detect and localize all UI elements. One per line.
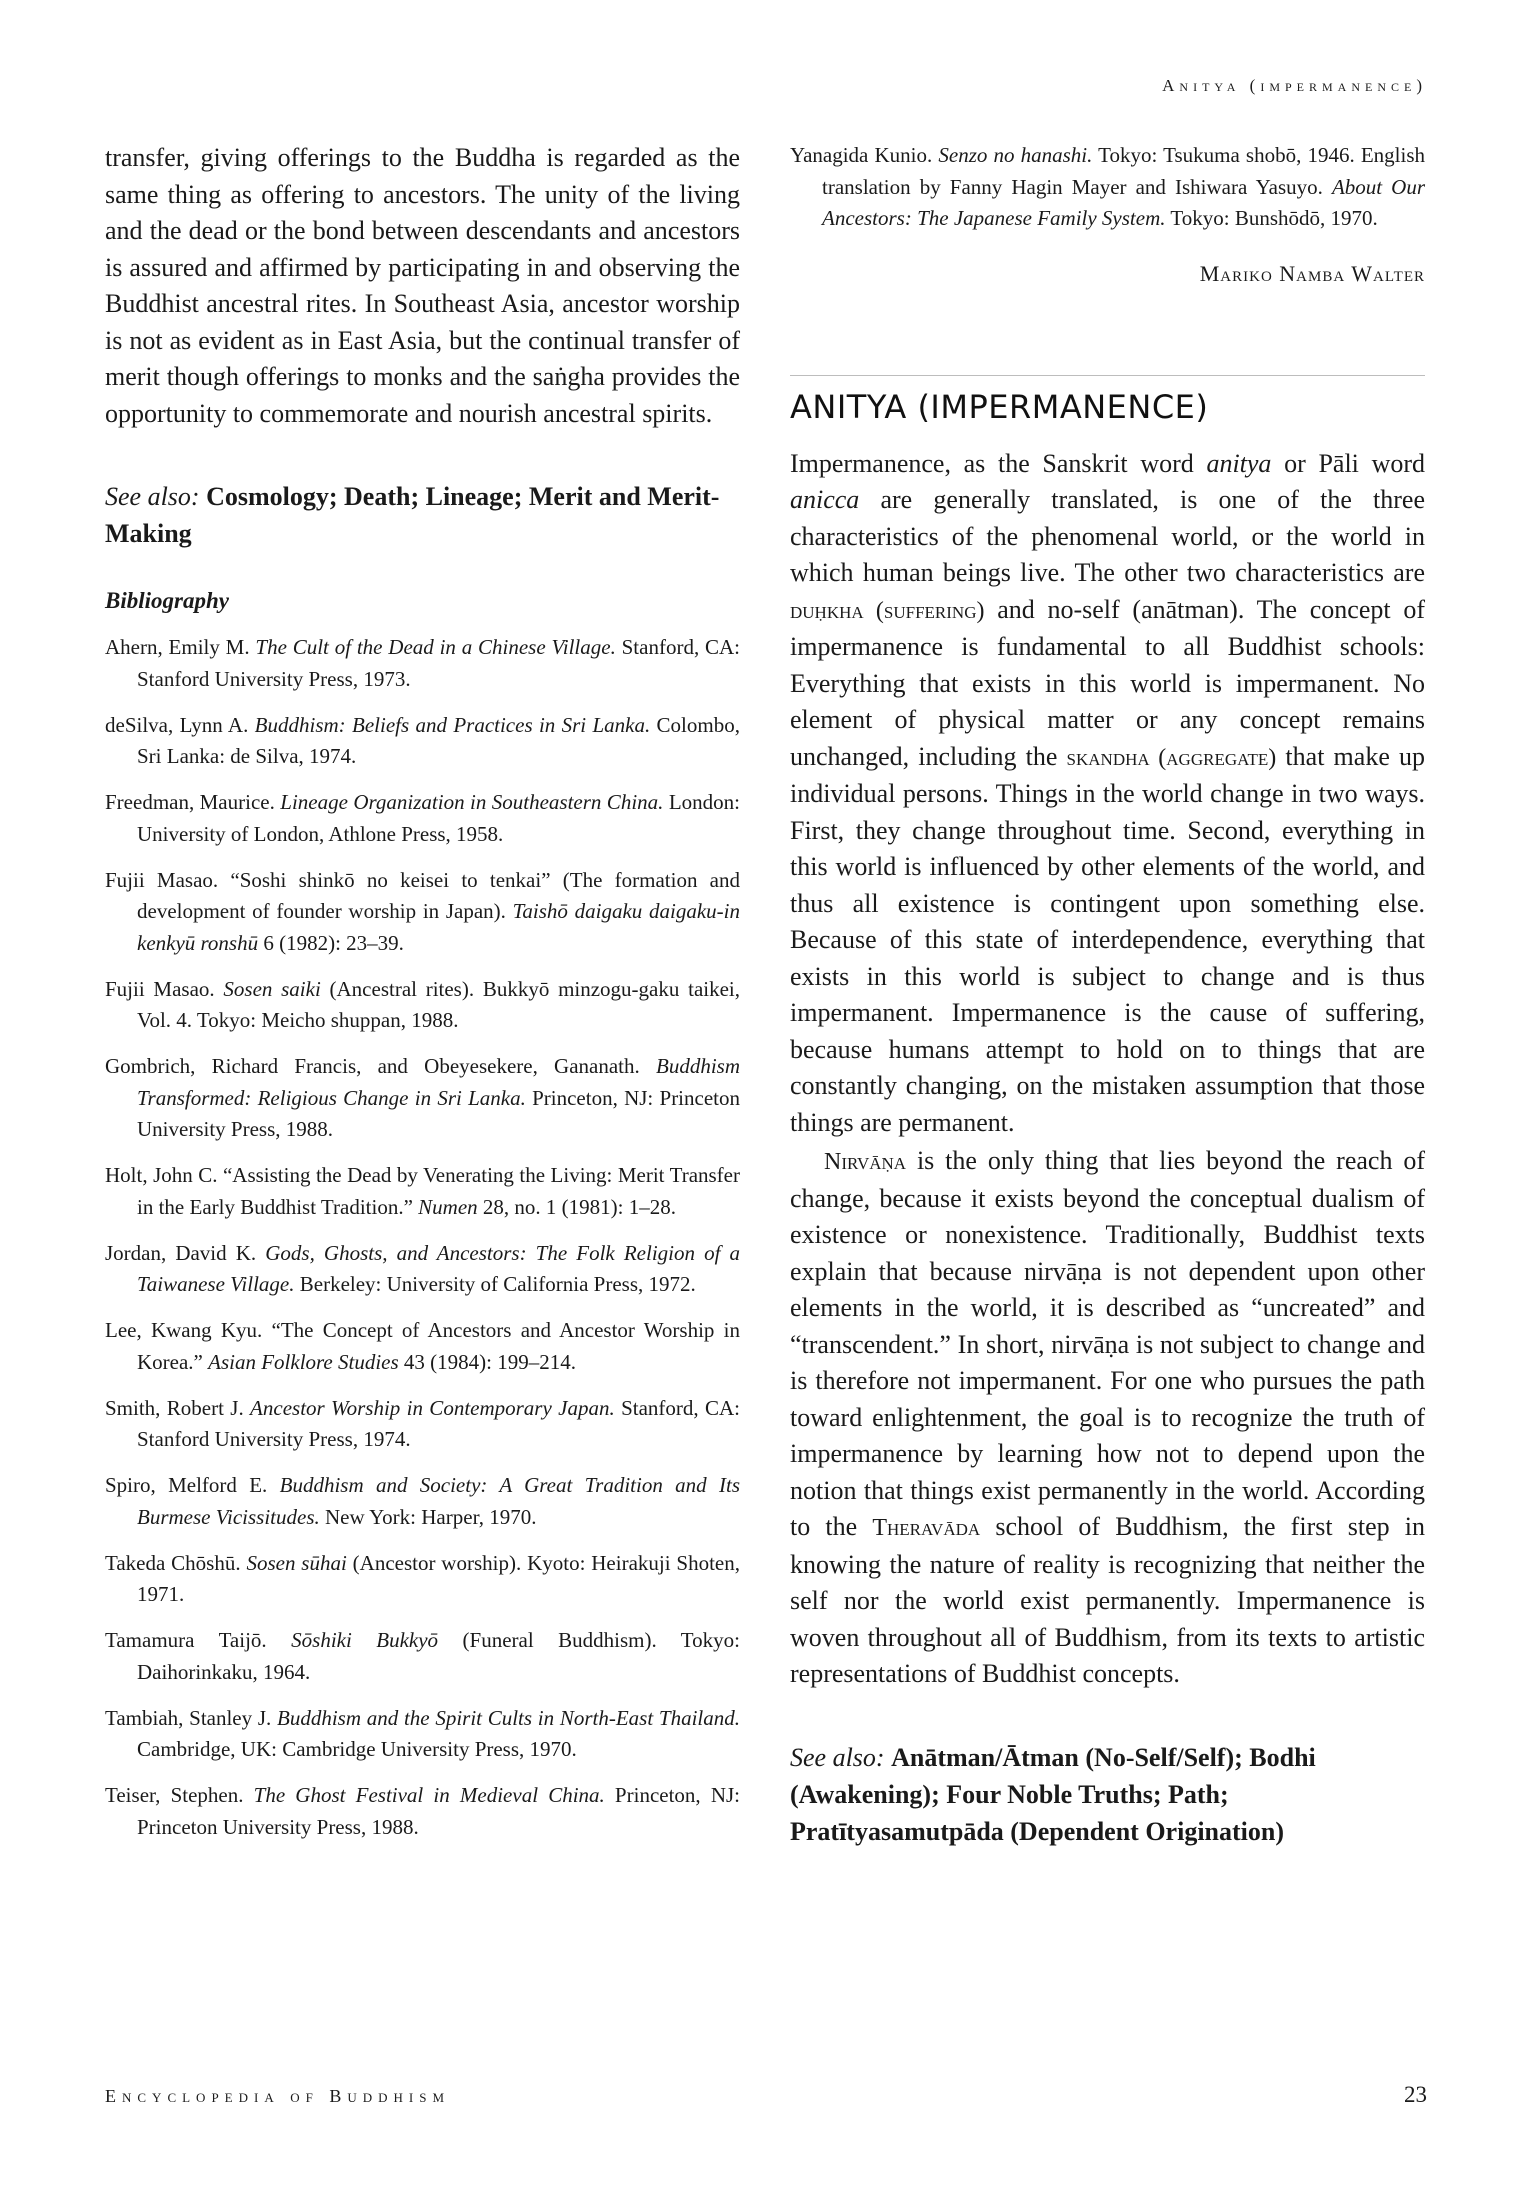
- bibliography-entry: Lee, Kwang Kyu. “The Concept of Ancestors and Ancestor Worship in Korea.” Asian Folklore Studies 43 (1984): 199–214.: [105, 1318, 740, 1374]
- see-also-ancestors: [105, 478, 740, 552]
- bibliography-heading: Bibliography: [105, 588, 229, 613]
- entry-paragraph: Nirvāṇa is the only thing that lies beyond the reach of change, because it exists beyond the conceptual dualism of existence or nonexistence. Traditionally, Buddhist texts explain that because nirvāṇa is not dependent upon other elements in the world, it is described as “uncreated” and “transcendent.” In short, nirvāṇa is not subject to change and is therefore not impermanent. For one who pursues the path toward enlightenment, the goal is to recognize the truth of impermanence by learning how not to depend upon the notion that things exist permanently in the world. According to the Theravāda school of Buddhism, the first step in knowing the nature of reality is recognizing that neither the self nor the world exist permanently. Impermanence is woven throughout all of Buddhism, from its texts to artistic representations of Buddhist concepts.: [790, 1146, 1425, 1688]
- bibliography-entry: Fujii Masao. Sosen saiki (Ancestral rites). Bukkyō minzogu-gaku taikei, Vol. 4. Tokyo: Meicho shuppan, 1988.: [105, 976, 741, 1032]
- see-also-links[interactable]: Cosmology; Death; Lineage; Merit and Merit-Making: [105, 482, 720, 548]
- entry-paragraph: Impermanence, as the Sanskrit word anitya or Pāli word anicca are generally translated, is one of the three characteristics of the phenomenal world, or the world in which human beings live. The other two characteristics are duḥkha (suffering) and no-self (anātman). The concept of impermanence is fundamental to all Buddhist schools: Everything that exists in this world is impermanent. No element of physical matter or any concept remains unchanged, including the skandha (aggregate) that make up individual persons. Things in the world change in two ways. First, they change throughout time. Second, everything in this world is influenced by other elements of the world, and thus all existence is contingent upon something else. Because of this state of interdependence, everything that exists in this world is subject to change and is thus impermanent. Impermanence is the cause of suffering, because humans attempt to hold on to things that are constantly changing, on the mistaken assumption that those things are permanent.: [790, 448, 1426, 1137]
- bibliography-entry: Fujii Masao. “Soshi shinkō no keisei to tenkai” (The formation and development of founder worship in Japan). Taishō daigaku daigaku-in kenkyū ronshū 6 (1982): 23–39.: [105, 867, 740, 955]
- bibliography-entry: Freedman, Maurice. Lineage Organization in Southeastern China. London: University of London, Athlone Press, 1958.: [105, 790, 740, 846]
- author-signature: Mariko Namba Walter: [1199, 260, 1425, 286]
- page-number: 23: [1404, 2082, 1427, 2107]
- bibliography-entry: Holt, John C. “Assisting the Dead by Venerating the Living: Merit Transfer in the Early Buddhist Tradition.” Numen 28, no. 1 (1981): 1–28.: [105, 1163, 740, 1219]
- running-head: Anitya (impermanence): [1162, 76, 1427, 95]
- see-also-label: See also:: [790, 1742, 885, 1772]
- left-column: [105, 140, 740, 1858]
- cross-reference-duhkha[interactable]: duḥkha (suffering): [790, 597, 985, 624]
- bibliography-entry: Teiser, Stephen. The Ghost Festival in Medieval China. Princeton, NJ: Princeton University Press, 1988.: [105, 1783, 740, 1839]
- bibliography-entry: Spiro, Melford E. Buddhism and Society: A Great Tradition and Its Burmese Vicissitudes. New York: Harper, 1970.: [105, 1473, 740, 1529]
- see-also-anitya: [790, 1739, 1425, 1850]
- entry-title: ANITYA (IMPERMANENCE): [790, 387, 1209, 426]
- cross-reference-theravada[interactable]: Theravāda: [872, 1515, 981, 1541]
- section-divider: [790, 375, 1425, 376]
- see-also-links[interactable]: Anātman/Ātman (No-Self/Self); Bodhi (Awakening); Four Noble Truths; Path; Pratītyasamutpāda (Dependent Origination): [790, 1742, 1316, 1846]
- bibliography-entry: Yanagida Kunio. Senzo no hanashi. Tokyo: Tsukuma shobō, 1946. English translation by Fanny Hagin Mayer and Ishiwara Yasuyo. About Our Ancestors: The Japanese Family System. Tokyo: Bunshōdō, 1970.: [790, 143, 1426, 230]
- right-column: [790, 140, 1425, 1850]
- bibliography-entry: Smith, Robert J. Ancestor Worship in Contemporary Japan. Stanford, CA: Stanford University Press, 1974.: [105, 1395, 741, 1451]
- cross-reference-skandha[interactable]: skandha (aggregate): [1066, 744, 1277, 771]
- bibliography-entry: deSilva, Lynn A. Buddhism: Beliefs and Practices in Sri Lanka. Colombo, Sri Lanka: de Silva, 1974.: [105, 712, 740, 768]
- bibliography-entry: Takeda Chōshū. Sosen sūhai (Ancestor worship). Kyoto: Heirakuji Shoten, 1971.: [105, 1550, 740, 1606]
- bibliography-entry: Gombrich, Richard Francis, and Obeyesekere, Gananath. Buddhism Transformed: Religious Change in Sri Lanka. Princeton, NJ: Princeton University Press, 1988.: [105, 1054, 740, 1141]
- bibliography-list: [105, 632, 740, 1843]
- bibliography-entry: Ahern, Emily M. The Cult of the Dead in a Chinese Village. Stanford, CA: Stanford University Press, 1973.: [105, 635, 741, 691]
- footer-book-title: Encyclopedia of Buddhism: [105, 2086, 451, 2106]
- bibliography-entry: Jordan, David K. Gods, Ghosts, and Ancestors: The Folk Religion of a Taiwanese Village. Berkeley: University of California Press, 1972.: [105, 1240, 740, 1296]
- see-also-label: See also:: [105, 482, 200, 511]
- bibliography-entry: Tamamura Taijō. Sōshiki Bukkyō (Funeral Buddhism). Tokyo: Daihorinkaku, 1964.: [105, 1628, 740, 1684]
- bibliography-entry: Tambiah, Stanley J. Buddhism and the Spirit Cults in North-East Thailand. Cambridge, UK: Cambridge University Press, 1970.: [105, 1705, 740, 1761]
- continuation-paragraph: transfer, giving offerings to the Buddha is regarded as the same thing as offering to ancestors. The unity of the living and the dead or the bond between descendants and ancestors is assured and affirmed by participating in and observing the Buddhist ancestral rites. In Southeast Asia, ancestor worship is not as evident as in East Asia, but the continual transfer of merit though offerings to monks and the saṅgha provides the opportunity to commemorate and nourish ancestral spirits.: [105, 143, 740, 428]
- cross-reference-nirvana[interactable]: Nirvāṇa: [824, 1149, 907, 1175]
